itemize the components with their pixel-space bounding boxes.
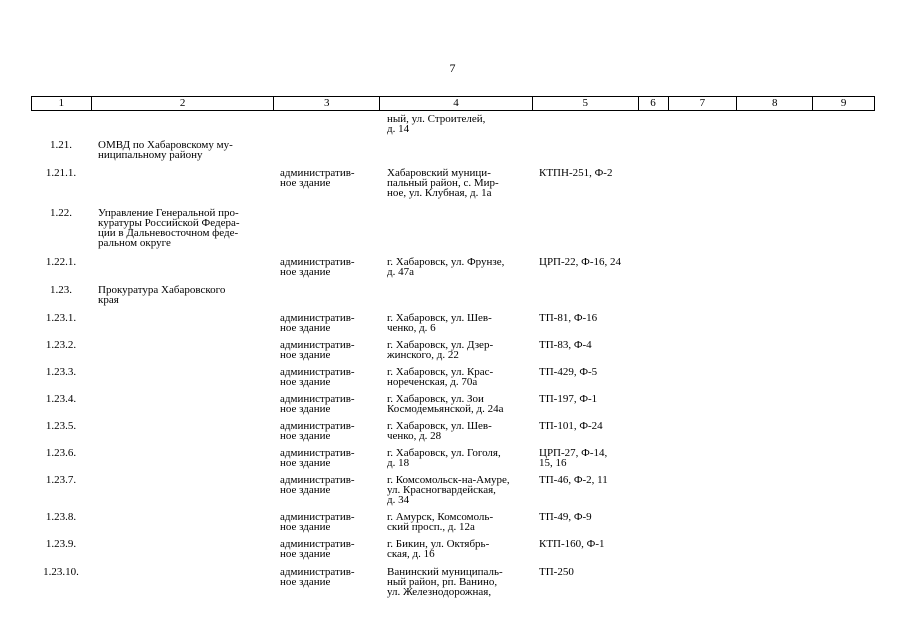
table-header	[31, 96, 875, 111]
cell-power-source: ТП-49, Ф-9	[539, 511, 592, 523]
header-col-8: 8	[737, 97, 813, 110]
cell-power-source: КТПН-251, Ф-2	[539, 167, 613, 179]
cell-power-source: ЦРП-27, Ф-14, 15, 16	[539, 447, 608, 469]
cell-row-number: 1.23.1.	[45, 312, 77, 324]
cell-building-type: административ- ное здание	[280, 447, 355, 469]
cell-power-source: ТП-429, Ф-5	[539, 366, 598, 378]
cell-row-number: 1.23.4.	[45, 393, 77, 405]
cell-row-number: 1.21.	[50, 139, 72, 151]
cell-address: Хабаровский муници- пальный район, с. Мир- ное, ул. Клубная, д. 1а	[387, 167, 499, 199]
cell-address: ный, ул. Строителей, д. 14	[387, 113, 486, 135]
cell-organization-name: ОМВД по Хабаровскому му- ниципальному району	[98, 139, 233, 161]
cell-row-number: 1.23.10.	[43, 566, 79, 578]
cell-building-type: административ- ное здание	[280, 339, 355, 361]
cell-power-source: ТП-197, Ф-1	[539, 393, 598, 405]
cell-address: г. Хабаровск, ул. Дзер- жинского, д. 22	[387, 339, 494, 361]
cell-address: Ванинский муниципаль- ный район, рп. Ванино, ул. Железнодорожная,	[387, 566, 503, 598]
cell-organization-name: Прокуратура Хабаровского края	[98, 284, 226, 306]
cell-address: г. Хабаровск, ул. Шев- ченко, д. 28	[387, 420, 492, 442]
header-col-7: 7	[669, 97, 738, 110]
cell-building-type: административ- ное здание	[280, 366, 355, 388]
header-col-6: 6	[639, 97, 669, 110]
cell-address: г. Хабаровск, ул. Крас- нореченская, д. 70а	[387, 366, 494, 388]
cell-power-source: ЦРП-22, Ф-16, 24	[539, 256, 622, 268]
cell-building-type: административ- ное здание	[280, 167, 355, 189]
cell-power-source: ТП-250	[539, 566, 574, 578]
page-number: 7	[449, 61, 456, 75]
cell-row-number: 1.23.	[50, 284, 72, 296]
header-col-5: 5	[533, 97, 639, 110]
cell-address: г. Хабаровск, ул. Гоголя, д. 18	[387, 447, 501, 469]
cell-building-type: административ- ное здание	[280, 538, 355, 560]
cell-row-number: 1.22.	[50, 207, 72, 219]
cell-address: г. Амурск, Комсомоль- ский просп., д. 12а	[387, 511, 494, 533]
cell-power-source: КТП-160, Ф-1	[539, 538, 605, 550]
header-col-2: 2	[92, 97, 275, 110]
cell-address: г. Бикин, ул. Октябрь- ская, д. 16	[387, 538, 490, 560]
cell-row-number: 1.23.8.	[45, 511, 77, 523]
cell-row-number: 1.23.3.	[45, 366, 77, 378]
cell-address: г. Хабаровск, ул. Зои Космодемьянской, д. 24а	[387, 393, 504, 415]
cell-row-number: 1.23.9.	[45, 538, 77, 550]
cell-address: г. Хабаровск, ул. Фрунзе, д. 47а	[387, 256, 505, 278]
cell-row-number: 1.23.5.	[45, 420, 77, 432]
cell-building-type: административ- ное здание	[280, 312, 355, 334]
header-col-9: 9	[840, 97, 847, 109]
cell-building-type: административ- ное здание	[280, 566, 355, 588]
cell-row-number: 1.23.7.	[45, 474, 77, 486]
cell-address: г. Хабаровск, ул. Шев- ченко, д. 6	[387, 312, 492, 334]
header-col-4: 4	[380, 97, 533, 110]
cell-power-source: ТП-101, Ф-24	[539, 420, 603, 432]
cell-row-number: 1.23.6.	[45, 447, 77, 459]
cell-row-number: 1.21.1.	[45, 167, 77, 179]
cell-power-source: ТП-81, Ф-16	[539, 312, 598, 324]
cell-row-number: 1.23.2.	[45, 339, 77, 351]
header-col-1: 1	[32, 97, 92, 110]
cell-building-type: административ- ное здание	[280, 474, 355, 496]
cell-address: г. Комсомольск-на-Амуре, ул. Красногвардейская, д. 34	[387, 474, 510, 506]
cell-power-source: ТП-46, Ф-2, 11	[539, 474, 608, 486]
cell-building-type: административ- ное здание	[280, 256, 355, 278]
header-col-3: 3	[274, 97, 380, 110]
cell-organization-name: Управление Генеральной про- куратуры Российской Федера- ции в Дальневосточном феде- ральном округе	[98, 207, 240, 249]
cell-building-type: административ- ное здание	[280, 420, 355, 442]
cell-power-source: ТП-83, Ф-4	[539, 339, 592, 351]
cell-building-type: административ- ное здание	[280, 393, 355, 415]
cell-building-type: административ- ное здание	[280, 511, 355, 533]
cell-row-number: 1.22.1.	[45, 256, 77, 268]
